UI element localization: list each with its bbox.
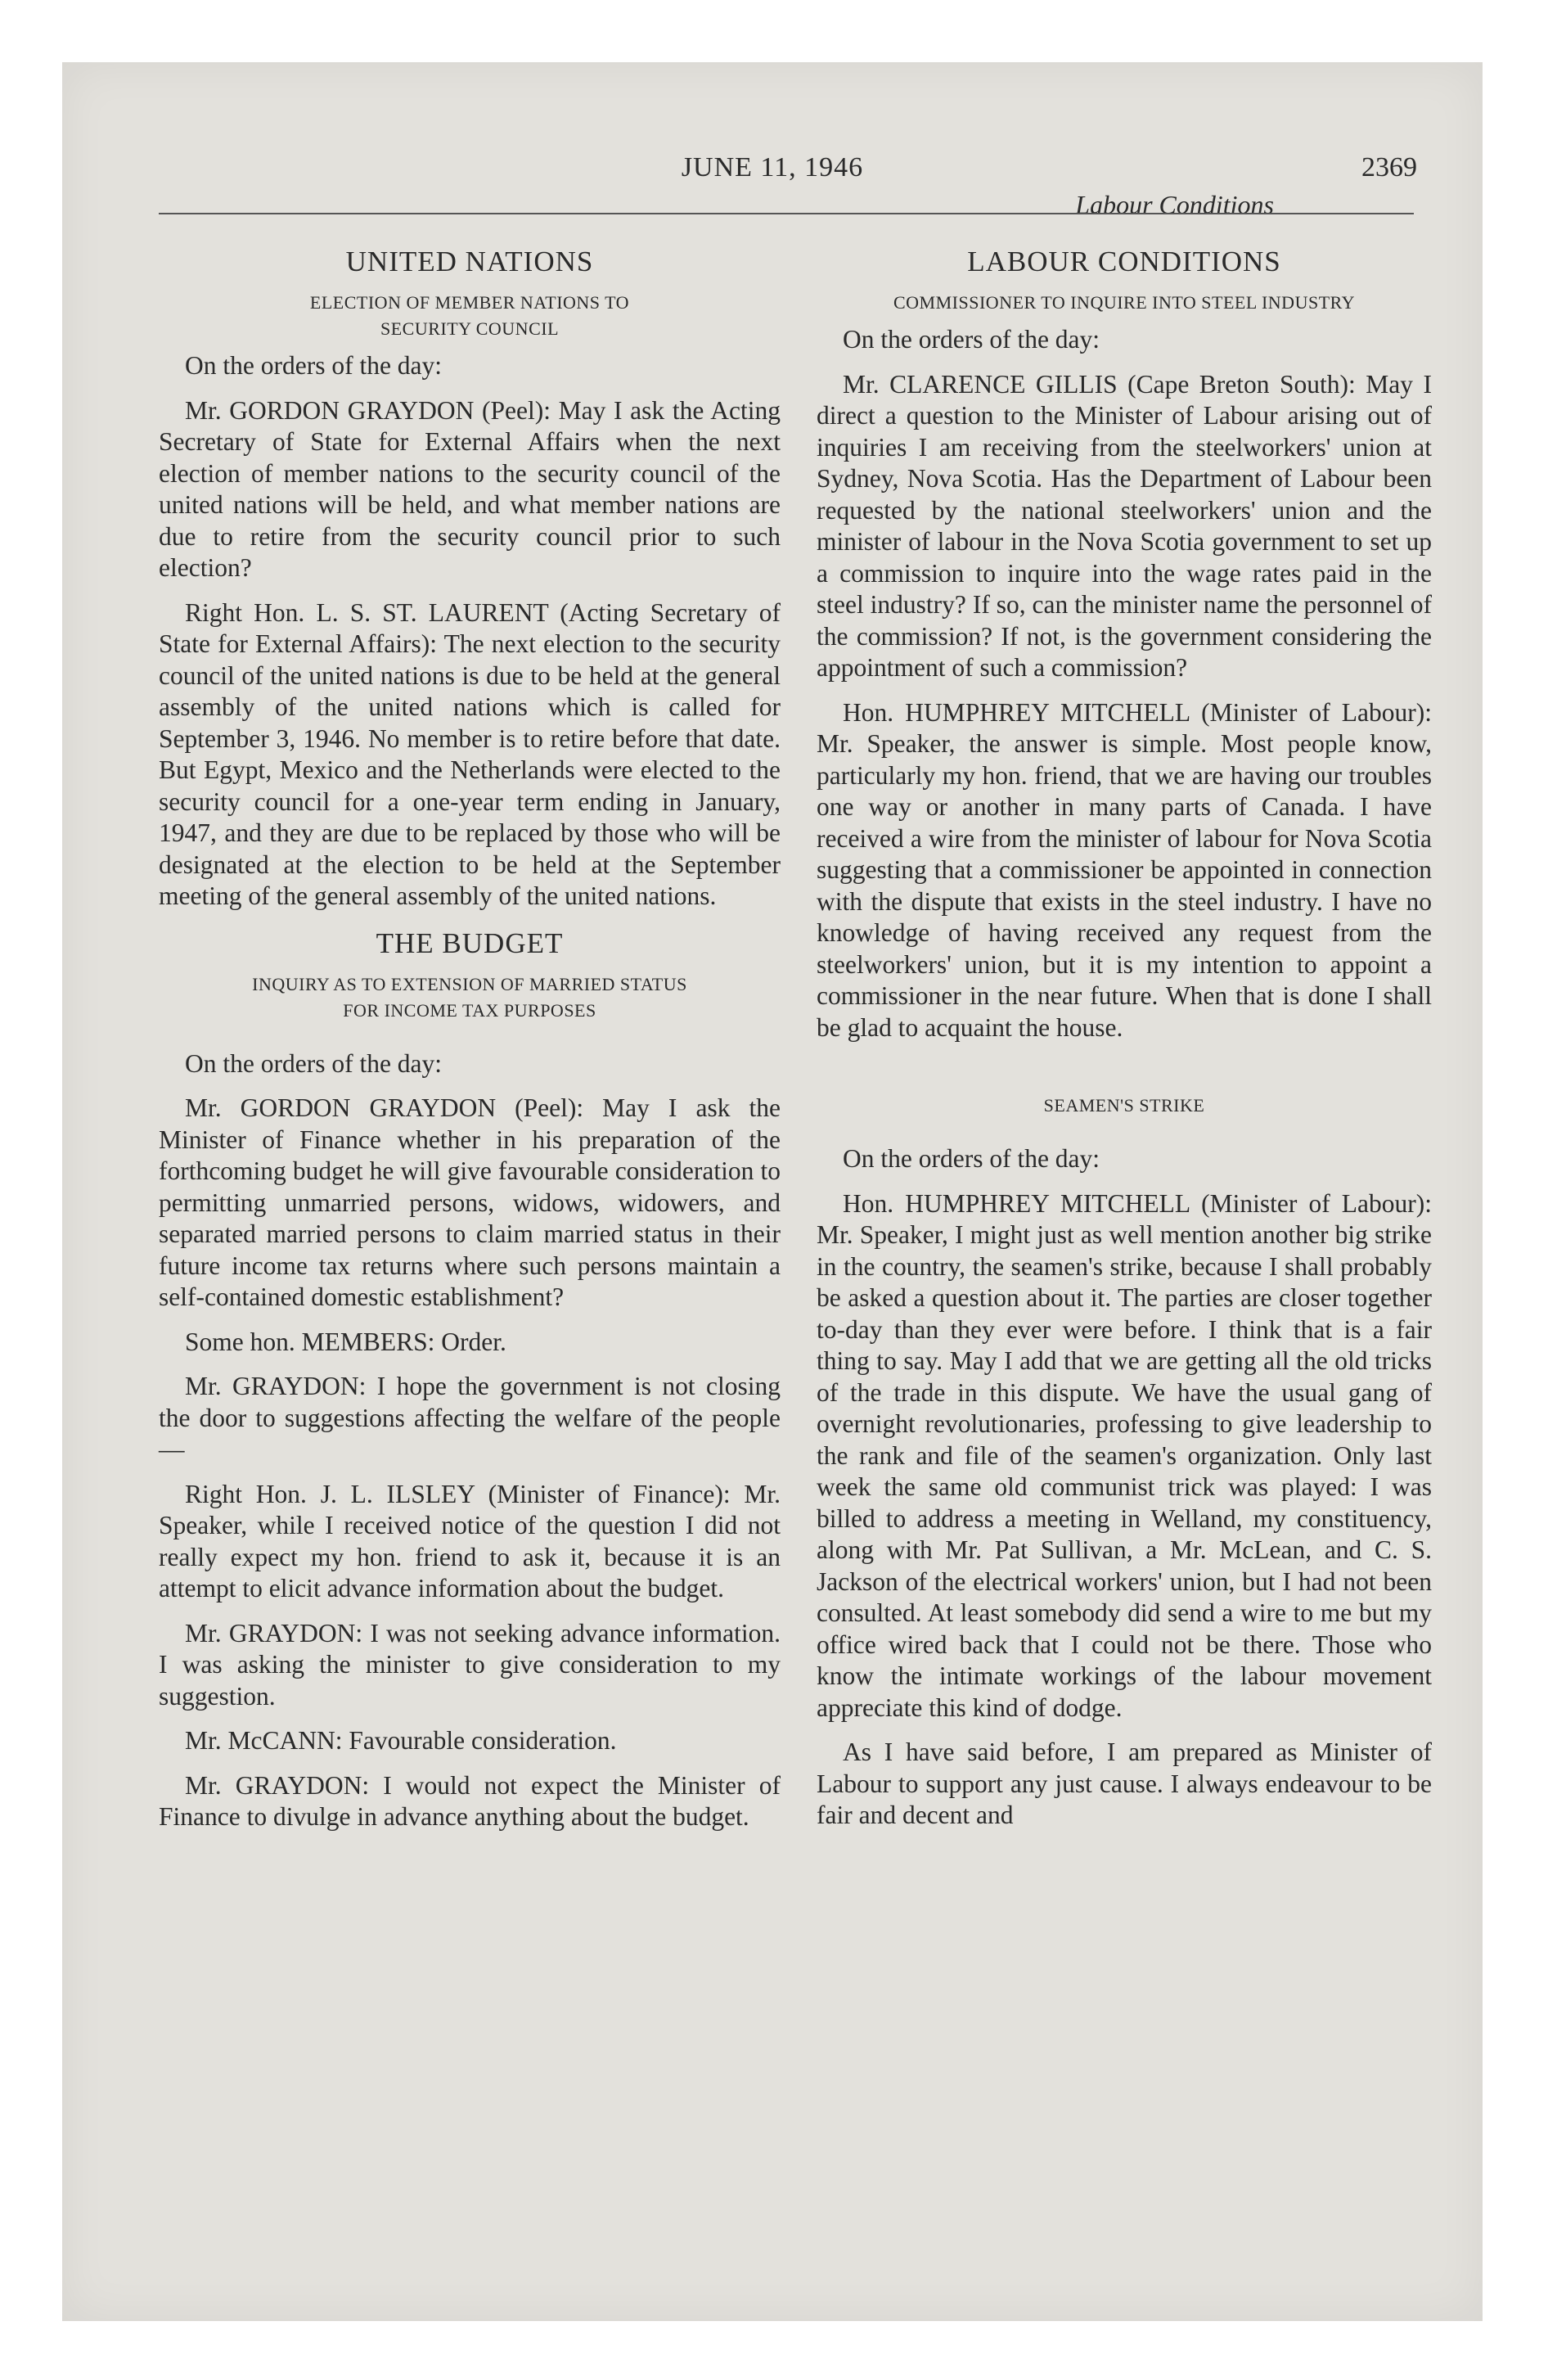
- spacer: [817, 1127, 1432, 1143]
- scanned-page: [62, 62, 1483, 2321]
- paragraph: Mr. GRAYDON: I hope the government is not closing the door to suggestions affecting the welfare of the people—: [159, 1372, 781, 1463]
- paragraph: Mr. GRAYDON: I would not expect the Minister of Finance to divulge in advance anything about the budget.: [159, 1770, 781, 1831]
- header-running-title: Labour Conditions: [1075, 190, 1274, 219]
- section-subtitle: [159, 290, 781, 342]
- page-header: [62, 144, 1483, 219]
- paragraph: Mr. GORDON GRAYDON (Peel): May I ask the Minister of Finance whether in his preparation of the forthcoming budget he will give favourable consideration to permitting unmarried persons, widows, widowers, and separated married persons to claim married status in their future income tax returns where such persons maintain a self-contained domestic establishment?: [159, 1093, 781, 1311]
- paragraph: Mr. CLARENCE GILLIS (Cape Breton South): May I direct a question to the Minister of Labour arising out of inquiries I am receiving from the steelworkers' union at Sydney, Nova Scotia. Has the Department of Labour been requested by the national steelworkers' union and the minister of labour in the Nova Scotia government to set up a commission to inquire into the wage rates paid in the steel industry? If so, can the minister name the personnel of the commission? If not, is the government considering the appointment of such a commission?: [817, 369, 1432, 682]
- paragraph: On the orders of the day:: [185, 1048, 443, 1078]
- section-title-labour-conditions: LABOUR CONDITIONS: [967, 246, 1281, 277]
- section-title-united-nations: UNITED NATIONS: [345, 246, 594, 277]
- section-subtitle: COMMISSIONER TO INQUIRE INTO STEEL INDUSTRY: [893, 292, 1355, 313]
- paragraph: Mr. McCANN: Favourable consideration.: [185, 1726, 617, 1755]
- paragraph: Right Hon. L. S. ST. LAURENT (Acting Secretary of State for External Affairs): The next election to the security council of the united nations is due to be held at the general assembly of the united nations which is called for September 3, 1946. No member is to retire before that date. But Egypt, Mexico and the Netherlands were elected to the security council for a one-year term ending in January, 1947, and they are due to be replaced by those who will be designated at the election to be held at the September meeting of the general assembly of the united nations.: [159, 597, 781, 910]
- paragraph: Hon. HUMPHREY MITCHELL (Minister of Labour): Mr. Speaker, the answer is simple. Most people know, particularly my hon. friend, that we are having our troubles one way or another in many parts of Canada. I have received a wire from the minister of labour for Nova Scotia suggesting that a commissioner be appointed in connection with the dispute that exists in the steel industry. I have no knowledge of having received any request from the steelworkers' union, but it is my intention to appoint a commissioner in the near future. When that is done I shall be glad to acquaint the house.: [817, 697, 1432, 1042]
- subtitle-line-1: INQUIRY AS TO EXTENSION OF MARRIED STATUS: [252, 973, 687, 994]
- section-subtitle: [159, 971, 781, 1024]
- header-page-number: 2369: [1361, 152, 1417, 183]
- subtitle-line-1: ELECTION OF MEMBER NATIONS TO: [309, 292, 630, 313]
- paragraph: Some hon. MEMBERS: Order.: [185, 1327, 506, 1356]
- paragraph: On the orders of the day:: [185, 351, 443, 380]
- paragraph: Hon. HUMPHREY MITCHELL (Minister of Labour): Mr. Speaker, I might just as well mention another big strike in the country, the seamen's strike, because I shall probably be asked a question about it. The parties are closer together to-day than they ever were before. I think that is a fair thing to say. May I add that we are getting all the old tricks of the trade in this dispute. We have the usual gang of overnight revolutionaries, professing to give leadership to the rank and file of the seamen's organization. Only last week the same old communist trick was played: I was billed to address a meeting in Welland, my constituency, along with Mr. Pat Sullivan, a Mr. McLean, and C. S. Jackson of the electrical workers' union, but I had not been consulted. At least somebody did send a wire to me but my office wired back that I could not be there. Those who know the intimate workings of the labour movement appreciate this kind of dodge.: [817, 1188, 1432, 1722]
- spacer: [817, 1057, 1432, 1093]
- paragraph: On the orders of the day:: [843, 325, 1100, 354]
- right-column: [817, 244, 1432, 1845]
- paragraph: As I have said before, I am prepared as Minister of Labour to support any just cause. I always endeavour to be fair and decent and: [817, 1738, 1432, 1829]
- left-column: [159, 244, 781, 1846]
- section-subtitle-seamens-strike: SEAMEN'S STRIKE: [1043, 1095, 1205, 1116]
- paragraph: Right Hon. J. L. ILSLEY (Minister of Finance): Mr. Speaker, while I received notice of the question I did not really expect my hon. friend to ask it, because it is an attempt to elicit advance information about the budget.: [159, 1479, 781, 1602]
- paragraph: On the orders of the day:: [843, 1144, 1100, 1173]
- section-title-budget: THE BUDGET: [376, 926, 564, 959]
- subtitle-line-2: SECURITY COUNCIL: [380, 318, 560, 339]
- header-date: JUNE 11, 1946: [681, 152, 864, 183]
- paragraph: Mr. GRAYDON: I was not seeking advance information. I was asking the minister to give consideration to my suggestion.: [159, 1618, 781, 1711]
- header-rule: [159, 213, 1414, 214]
- paragraph: Mr. GORDON GRAYDON (Peel): May I ask the Acting Secretary of State for External Affairs when the next election of member nations to the security council of the united nations will be held, and what member nations are due to retire from the security council prior to such election?: [159, 395, 781, 582]
- spacer: [159, 1032, 781, 1048]
- subtitle-line-2: FOR INCOME TAX PURPOSES: [343, 999, 596, 1021]
